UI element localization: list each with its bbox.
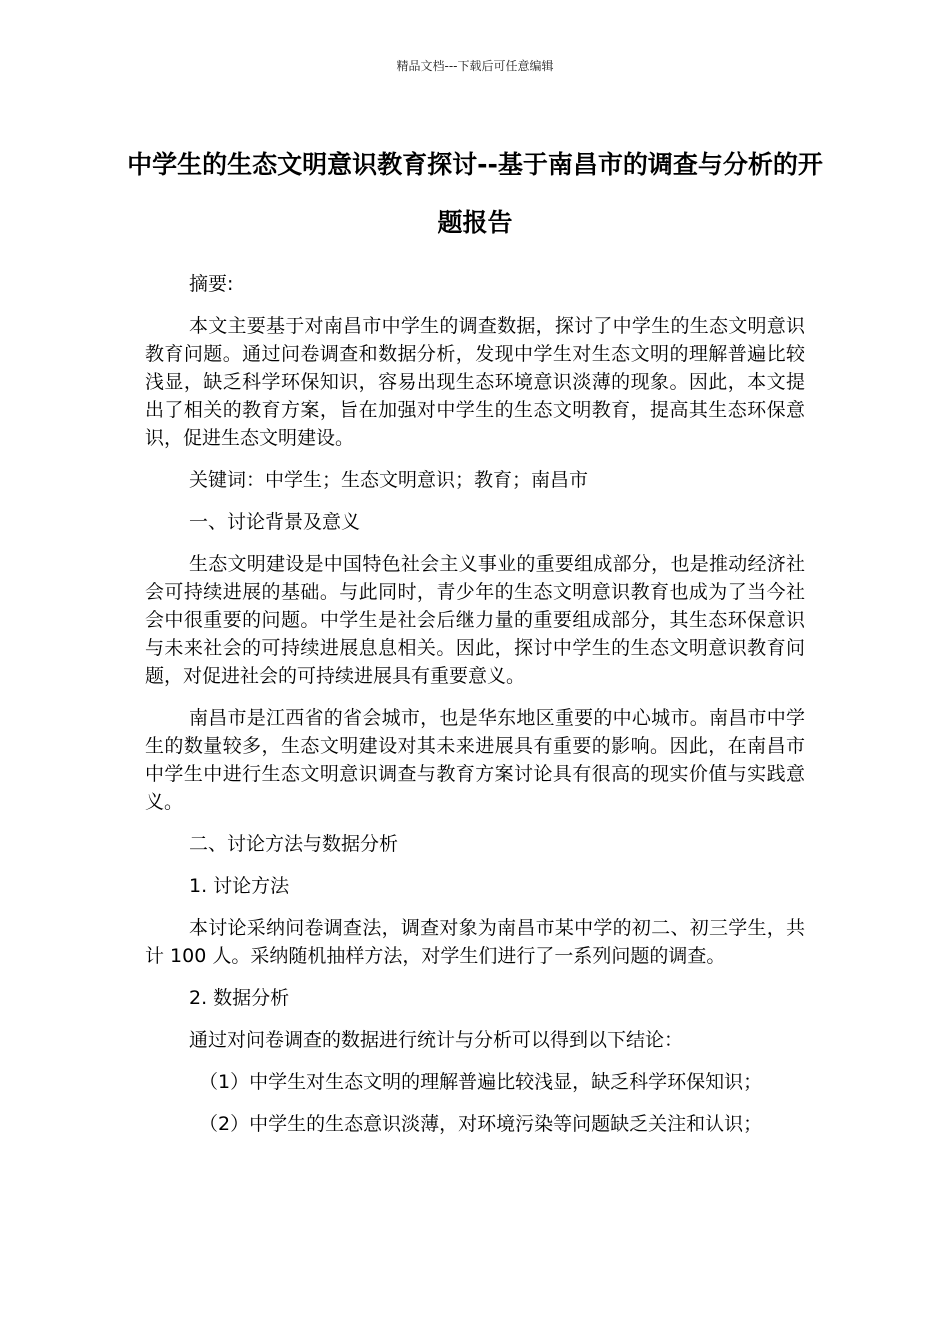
section-heading-methods: 二、讨论方法与数据分析 [189, 833, 399, 855]
finding-item-2: （2）中学生的生态意识淡薄，对环境污染等问题缺乏关注和认识； [199, 1113, 763, 1135]
finding-item-1: （1）中学生对生态文明的理解普遍比较浅显，缺乏科学环保知识； [199, 1071, 763, 1093]
subheading-data-analysis: 2. 数据分析 [189, 987, 290, 1009]
document-title: 中学生的生态文明意识教育探讨--基于南昌市的调查与分析的开题报告 [127, 150, 823, 237]
keywords-line: 关键词：中学生；生态文明意识；教育；南昌市 [189, 469, 589, 491]
data-analysis-paragraph: 通过对问卷调查的数据进行统计与分析可以得到以下结论： [189, 1029, 684, 1051]
document-body [145, 270, 805, 1152]
method-paragraph: 本讨论采纳问卷调查法，调查对象为南昌市某中学的初二、初三学生，共计 100 人。采纳随机抽样方法，对学生们进行了一系列问题的调查。 [145, 917, 805, 967]
subheading-method: 1. 讨论方法 [189, 875, 290, 897]
background-paragraph-2: 南昌市是江西省的省会城市，也是华东地区重要的中心城市。南昌市中学生的数量较多，生态文明建设对其未来进展具有重要的影响。因此，在南昌市中学生中进行生态文明意识调查与教育方案讨论具有很高的现实价值与实践意义。 [145, 707, 805, 813]
background-paragraph-1: 生态文明建设是中国特色社会主义事业的重要组成部分，也是推动经济社会可持续进展的基础。与此同时，青少年的生态文明意识教育也成为了当今社会中很重要的问题。中学生是社会后继力量的重要组成部分，其生态环保意识与未来社会的可持续进展息息相关。因此，探讨中学生的生态文明意识教育问题，对促进社会的可持续进展具有重要意义。 [145, 553, 805, 687]
abstract-paragraph: 本文主要基于对南昌市中学生的调查数据，探讨了中学生的生态文明意识教育问题。通过问卷调查和数据分析，发现中学生对生态文明的理解普遍比较浅显，缺乏科学环保知识，容易出现生态环境意识淡薄的现象。因此，本文提出了相关的教育方案，旨在加强对中学生的生态文明教育，提高其生态环保意识，促进生态文明建设。 [145, 315, 805, 449]
header-note: 精品文档---下载后可任意编辑 [396, 59, 554, 73]
abstract-label: 摘要: [189, 273, 234, 295]
section-heading-background: 一、讨论背景及意义 [189, 511, 361, 533]
